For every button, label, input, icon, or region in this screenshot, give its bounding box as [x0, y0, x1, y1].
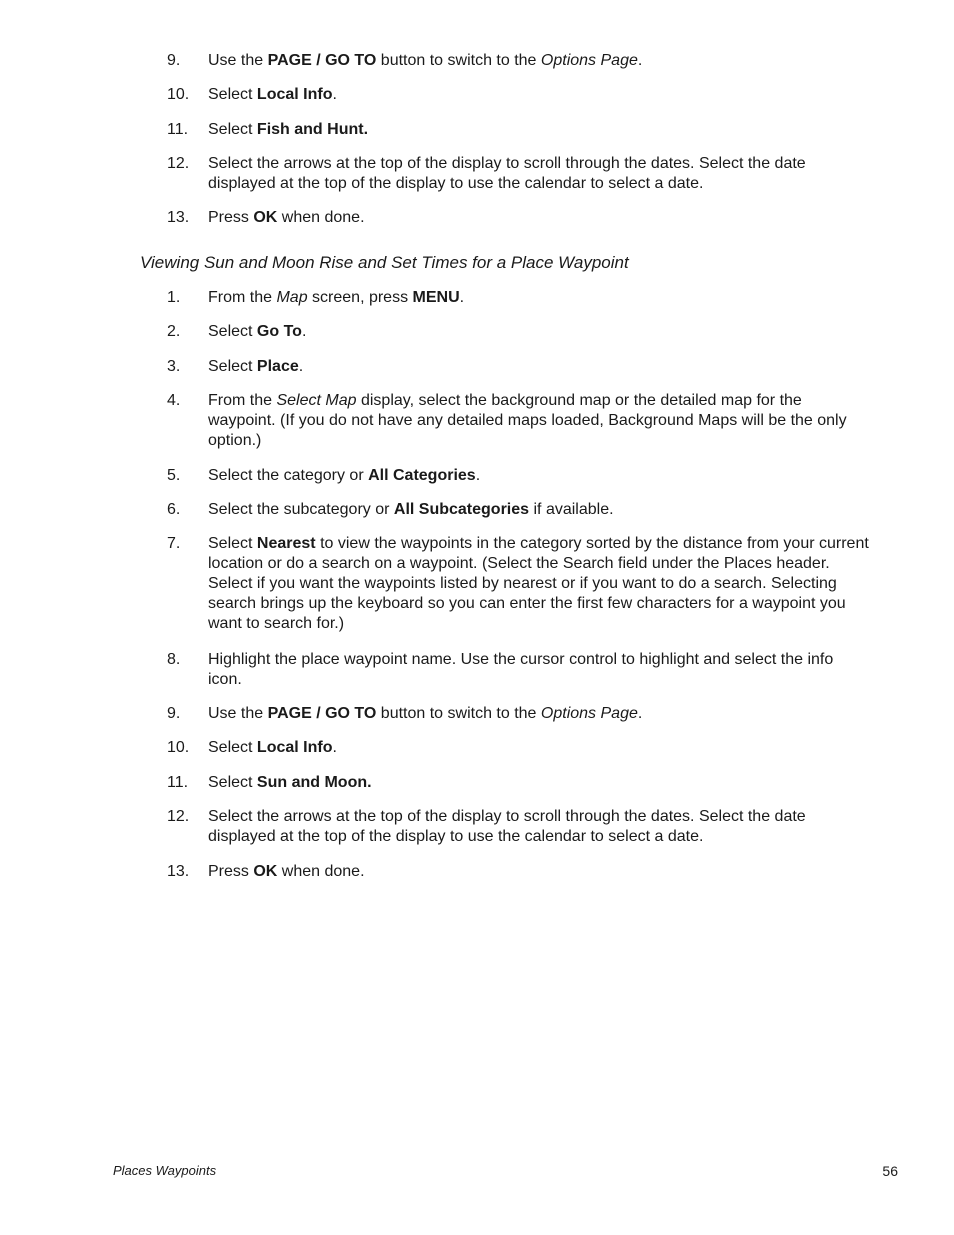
section-heading: Viewing Sun and Moon Rise and Set Times for a Place Waypoint: [140, 253, 629, 272]
step-text: From the Select Map display, select the background map or the detailed map for the waypoint. (If you do not have any detailed maps loaded, Background Maps will be the only option.): [208, 392, 847, 449]
step-text: Select Go To.: [208, 323, 307, 340]
step-text: From the Map screen, press MENU.: [208, 289, 465, 306]
step-text: Highlight the place waypoint name. Use the cursor control to highlight and select the info icon.: [208, 651, 834, 688]
step-text: Select Local Info.: [208, 739, 337, 756]
step-text: Select the arrows at the top of the display to scroll through the dates. Select the date displayed at the top of the display to use the calendar to select a date.: [208, 155, 806, 192]
step-number: 13.: [167, 209, 190, 226]
page-number: 56: [882, 1163, 898, 1179]
step-text: Use the PAGE / GO TO button to switch to the Options Page.: [208, 705, 643, 722]
step-number: 5.: [167, 467, 181, 484]
step-number: 12.: [167, 155, 190, 172]
step-number: 11.: [167, 121, 189, 138]
step-number: 9.: [167, 52, 181, 69]
step-text: Use the PAGE / GO TO button to switch to the Options Page.: [208, 52, 643, 69]
step-text: Select Place.: [208, 358, 304, 375]
step-number: 9.: [167, 705, 181, 722]
step-text: Select Local Info.: [208, 86, 337, 103]
step-text: Select Nearest to view the waypoints in the category sorted by the distance from your current location or do a search on a waypoint. (Select the Search field under the Places header. Select if you want the waypoints listed by nearest or if you want to do a search. Selecting search brings up the keyboard so you can enter the first few characters for a waypoint you want to search for.): [208, 535, 869, 632]
step-number: 7.: [167, 535, 181, 552]
step-number: 12.: [167, 808, 190, 825]
step-text: Select the subcategory or All Subcategories if available.: [208, 501, 614, 518]
step-number: 1.: [167, 289, 181, 306]
step-number: 10.: [167, 739, 190, 756]
step-text: Select the arrows at the top of the display to scroll through the dates. Select the date displayed at the top of the display to use the calendar to select a date.: [208, 808, 806, 845]
step-number: 10.: [167, 86, 190, 103]
step-text: Press OK when done.: [208, 863, 365, 880]
step-number: 8.: [167, 651, 181, 668]
step-number: 6.: [167, 501, 181, 518]
step-number: 13.: [167, 863, 190, 880]
step-text: Press OK when done.: [208, 209, 365, 226]
step-text: Select Fish and Hunt.: [208, 121, 369, 138]
step-text: Select Sun and Moon.: [208, 774, 372, 791]
step-number: 3.: [167, 358, 181, 375]
step-number: 4.: [167, 392, 181, 409]
footer-section-title: Places Waypoints: [113, 1163, 217, 1178]
step-number: 11.: [167, 774, 189, 791]
step-number: 2.: [167, 323, 181, 340]
step-text: Select the category or All Categories.: [208, 467, 481, 484]
